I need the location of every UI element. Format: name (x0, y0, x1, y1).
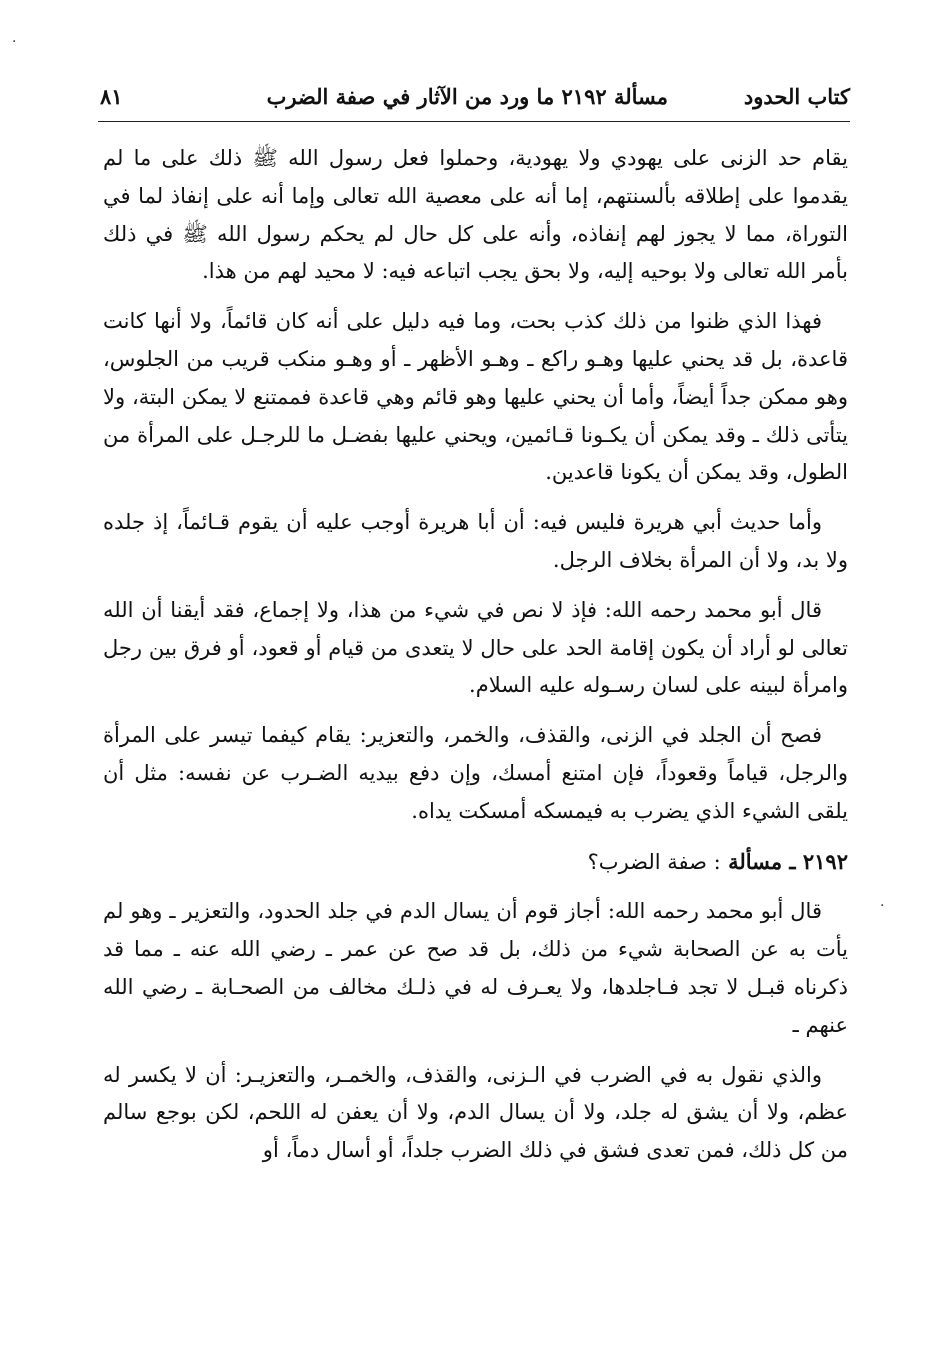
paragraph: فصح أن الجلد في الزنى، والقذف، والخمر، والتعزير: يقام كيفما تيسر على المرأة والرجل، قياماً وقعوداً، فإن امتنع أمسك، وإن دفع بيديه الضـرب عن نفسه: مثل أن يلقى الشيء الذي يضرب به فيمسكه أمسكت يداه. (103, 723, 848, 823)
page-number: ٨١ (100, 84, 123, 109)
scan-mark: · (880, 898, 885, 914)
paragraph: والذي نقول به في الضرب في الـزنى، والقذف، والخمـر، والتعزيـر: أن لا يكسر له عظم، ولا أن يشق له جلد، ولا أن يسال الدم، ولا أن يعفن له اللحم، لكن بوجع سالم من كل ذلك، فمن تعدى فشق في ذلك الضرب جلداً، أو أسال دماً، أو (103, 1062, 848, 1163)
scan-mark: · (12, 34, 17, 50)
section-heading-topic: : صفة الضرب؟ (587, 849, 721, 874)
section-heading-number: ٢١٩٢ ـ مسألة (728, 848, 848, 874)
page-body (103, 140, 848, 1182)
paragraph: قال أبو محمد رحمه الله: أجاز قوم أن يسال الدم في جلد الحدود، والتعزير ـ وهو لم يأت به عن الصحابة شيء من ذلك، بل قد صح عن عمر ـ رضي الله عنه ـ مما قد ذكرناه قبـل لا تجد فـاجلدها، ولا يعـرف له في ذلـك مخالف من الصحـابة ـ رضي الله عنهم ـ (103, 899, 848, 1037)
page-header (100, 84, 850, 118)
section-title: مسألة ٢١٩٢ ما ورد من الآثار في صفة الضرب (266, 84, 668, 109)
header-rule (98, 121, 850, 122)
paragraph: يقام حد الزنى على يهودي ولا يهودية، وحملوا فعل رسول الله ﷺ ذلك على ما لم يقدموا على إطلاقه بألسنتهم، إما أنه على معصية الله تعالى وإما أنه على إنفاذ لما في التوراة، مما لا يجوز لهم إنفاذه، وأنه على كل حال لم يحكم رسول الله ﷺ في ذلك بأمر الله تعالى ولا بوحيه إليه، ولا بحق يجب اتباعه فيه: لا محيد لهم من هذا. (103, 146, 848, 284)
section-heading (103, 843, 848, 882)
book-title: كتاب الحدود (743, 84, 850, 109)
paragraph: وأما حديث أبي هريرة فليس فيه: أن أبا هريرة أوجب عليه أن يقوم قـائماً، إذ جلده ولا بد، ولا أن المرأة بخلاف الرجل. (103, 510, 848, 572)
paragraph: قال أبو محمد رحمه الله: فإذ لا نص في شيء من هذا، ولا إجماع، فقد أيقنا أن الله تعالى لو أراد أن يكون إقامة الحد على حال لا يتعدى من قيام أو قعود، أو فرق بين رجل وامرأة لبينه على لسان رسـوله عليه السلام. (103, 597, 848, 698)
paragraph: فهذا الذي ظنوا من ذلك كذب بحت، وما فيه دليل على أنه كان قائماً، ولا أنها كانت قاعدة، بل قد يحني عليها وهـو راكع ـ وهـو الأظهر ـ أو وهـو منكب قريب من الجلوس، وهو ممكن جداً أيضاً، وأما أن يحني عليها وهو قائم وهي قاعدة فممتنع لا يمكن البتة، ولا يتأتى ذلك ـ وقد يمكن أن يكـونا قـائمين، ويحني عليها بفضـل ما للرجـل على المرأة من الطول، وقد يمكن أن يكونا قاعدين. (103, 309, 848, 485)
